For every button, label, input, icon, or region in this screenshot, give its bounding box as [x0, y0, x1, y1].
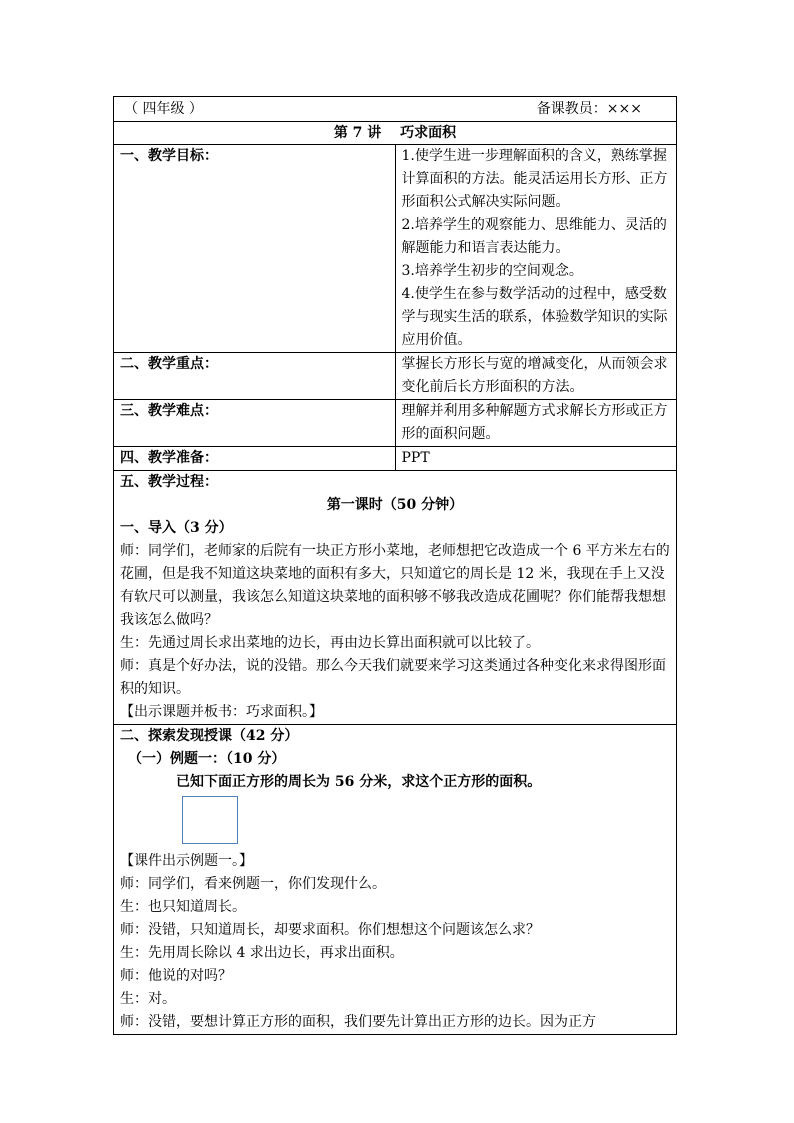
preparation-label: 四、教学准备： — [114, 447, 396, 471]
lesson-title: 第 7 讲 巧求面积 — [114, 122, 677, 145]
objectives-label: 一、教学目标： — [114, 145, 396, 353]
difficulties-row — [114, 400, 677, 447]
objectives-row — [114, 145, 677, 353]
intro-line: 【出示课题并板书：巧求面积。】 — [120, 704, 323, 720]
explore-title: 二、探索发现授课（42 分） — [120, 728, 299, 744]
process-row — [114, 471, 677, 725]
dialogue-line: 师：没错，要想计算正方形的面积，我们要先计算出正方形的边长。因为正方 — [120, 1014, 596, 1030]
difficulties-label: 三、教学难点： — [114, 400, 396, 447]
intro-line: 师：真是个好办法，说的没错。那么今天我们就要来学习这类通过各种变化来求得图形面积的知识。 — [120, 658, 666, 697]
difficulties-content: 理解并利用多种解题方式求解长方形或正方形的面积问题。 — [395, 400, 677, 447]
dialogue-line: 师：没错，只知道周长，却要求面积。你们想想这个问题该怎么求？ — [120, 922, 540, 938]
preparation-content: PPT — [395, 447, 677, 471]
dialogue-line: 生：对。 — [120, 991, 176, 1007]
dialogue-line: 生：先用周长除以 4 求出边长，再求出面积。 — [120, 945, 404, 961]
objective-item: 2.培养学生的观察能力、思维能力、灵活的解题能力和语言表达能力。 — [401, 217, 667, 256]
key-points-row — [114, 353, 677, 400]
explore-row — [114, 725, 677, 1035]
teacher-label: 备课教员：××× — [536, 101, 642, 117]
example-question: 已知下面正方形的周长为 56 分米，求这个正方形的面积。 — [176, 774, 542, 790]
objective-item: 1.使学生进一步理解面积的含义，熟练掌握计算面积的方法。能灵活运用长方形、正方形面积公式解决实际问题。 — [401, 148, 668, 210]
example-title: （一）例题一：（10 分） — [128, 751, 286, 767]
square-figure — [182, 796, 238, 844]
dialogue-line: 【课件出示例题一。】 — [120, 853, 253, 869]
process-content — [114, 471, 677, 725]
explore-content — [114, 725, 677, 1035]
intro-title: 一、导入（3 分） — [120, 520, 233, 536]
grade-label: （ 四年级 ） — [124, 101, 203, 117]
period-title: 第一课时（50 分钟） — [326, 497, 464, 513]
objective-item: 4.使学生在参与数学活动的过程中，感受数学与现实生活的联系，体验数学知识的实际应用价值。 — [401, 286, 668, 348]
preparation-row — [114, 447, 677, 471]
lesson-plan-page — [113, 96, 677, 1035]
objectives-content — [395, 145, 677, 353]
process-label: 五、教学过程： — [120, 474, 218, 490]
lesson-plan-table — [113, 96, 677, 1035]
objective-item: 3.培养学生初步的空间观念。 — [401, 263, 583, 279]
dialogue-line: 生：也只知道周长。 — [120, 899, 246, 915]
dialogue-line: 师：他说的对吗？ — [120, 968, 232, 984]
header-row — [114, 97, 677, 122]
key-points-content: 掌握长方形长与宽的增减变化，从而领会求变化前后长方形面积的方法。 — [395, 353, 677, 400]
intro-line: 生：先通过周长求出菜地的边长，再由边长算出面积就可以比较了。 — [120, 635, 540, 651]
title-row — [114, 122, 677, 145]
dialogue-line: 师：同学们，看来例题一，你们发现什么。 — [120, 876, 386, 892]
key-points-label: 二、教学重点： — [114, 353, 396, 400]
intro-line: 师：同学们，老师家的后院有一块正方形小菜地，老师想把它改造成一个 6 平方米左右的花圃，但是我不知道这块菜地的面积有多大，只知道它的周长是 12 米，我现在手上又没有软尺可以测量，我该怎么知道这块菜地的面积够不够我改造成花圃呢？你们能帮我想想我该怎么做吗？ — [120, 543, 670, 628]
